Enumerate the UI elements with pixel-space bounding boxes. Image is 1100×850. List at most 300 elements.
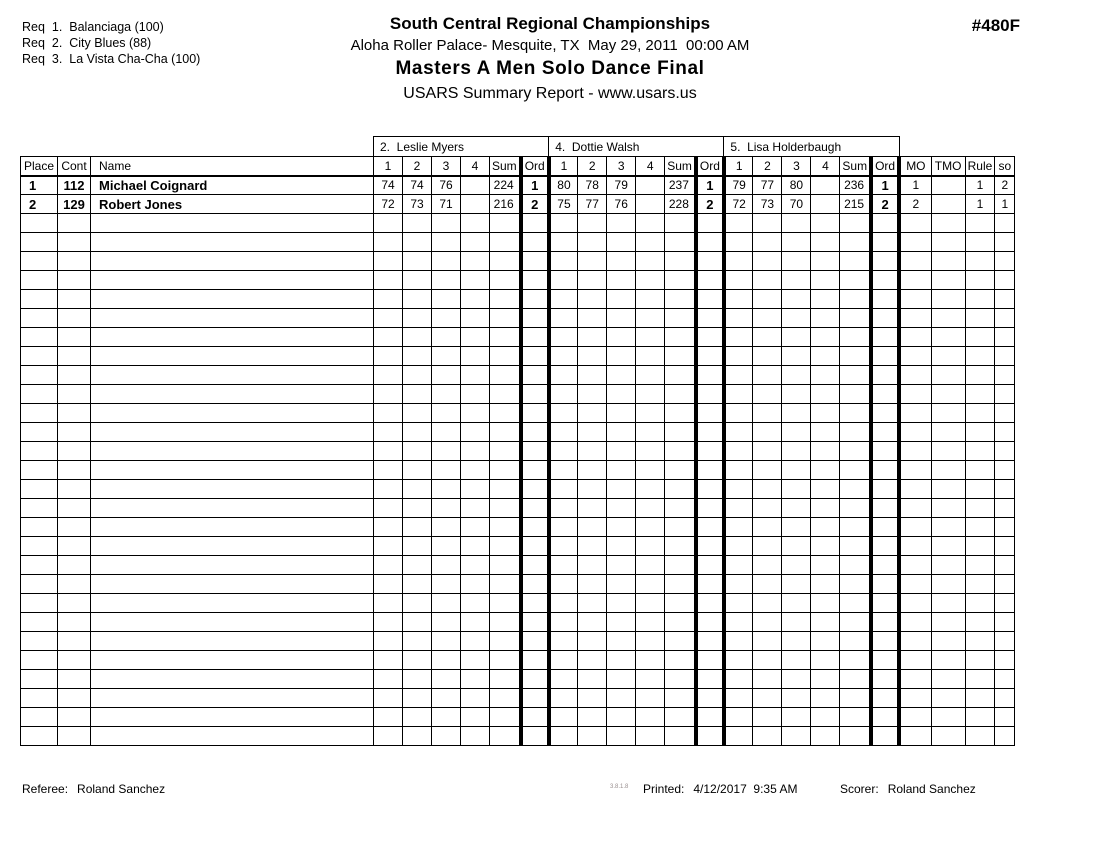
empty-cell [931, 309, 965, 328]
empty-cell [753, 670, 782, 689]
empty-cell [490, 556, 521, 575]
empty-cell [490, 461, 521, 480]
empty-cell [899, 271, 931, 290]
empty-cell [432, 651, 461, 670]
score-cell: 79 [607, 176, 636, 195]
empty-cell [432, 613, 461, 632]
column-header-judge2-4: 4 [636, 157, 665, 176]
empty-cell [521, 252, 549, 271]
empty-cell [461, 613, 490, 632]
empty-cell [521, 594, 549, 613]
empty-cell [578, 290, 607, 309]
empty-cell [549, 233, 578, 252]
empty-cell [782, 423, 811, 442]
empty-cell [995, 442, 1015, 461]
empty-cell [58, 271, 91, 290]
empty-cell [578, 385, 607, 404]
empty-cell [965, 271, 995, 290]
empty-cell [578, 233, 607, 252]
empty-cell [578, 404, 607, 423]
empty-cell [636, 518, 665, 537]
empty-cell [871, 366, 899, 385]
empty-cell [607, 252, 636, 271]
empty-cell [931, 328, 965, 347]
empty-cell [91, 347, 374, 366]
score-cell [811, 195, 840, 214]
empty-cell [403, 328, 432, 347]
empty-cell [899, 233, 931, 252]
empty-table-row [21, 708, 1015, 727]
empty-cell [549, 575, 578, 594]
empty-cell [931, 651, 965, 670]
empty-cell [403, 480, 432, 499]
empty-cell [871, 423, 899, 442]
empty-cell [432, 423, 461, 442]
empty-cell [91, 385, 374, 404]
name-cell: Robert Jones [91, 195, 374, 214]
empty-cell [871, 689, 899, 708]
empty-cell [931, 537, 965, 556]
empty-table-row [21, 632, 1015, 651]
empty-cell [782, 708, 811, 727]
empty-cell [931, 632, 965, 651]
empty-cell [21, 708, 58, 727]
empty-cell [665, 214, 696, 233]
empty-cell [607, 347, 636, 366]
empty-cell [403, 404, 432, 423]
empty-cell [665, 575, 696, 594]
empty-cell [91, 461, 374, 480]
empty-cell [871, 347, 899, 366]
empty-cell [636, 252, 665, 271]
empty-cell [665, 727, 696, 746]
score-cell [461, 195, 490, 214]
sum-cell: 215 [840, 195, 871, 214]
empty-cell [899, 252, 931, 271]
empty-cell [461, 347, 490, 366]
empty-cell [871, 594, 899, 613]
empty-cell [871, 252, 899, 271]
empty-cell [461, 670, 490, 689]
version-number: 3.8.1.8 [610, 784, 629, 790]
empty-cell [58, 537, 91, 556]
empty-cell [21, 670, 58, 689]
empty-cell [840, 556, 871, 575]
empty-cell [871, 309, 899, 328]
empty-cell [782, 233, 811, 252]
empty-cell [782, 290, 811, 309]
empty-cell [578, 632, 607, 651]
empty-cell [665, 594, 696, 613]
so-cell: 1 [995, 195, 1015, 214]
empty-cell [91, 404, 374, 423]
empty-cell [995, 214, 1015, 233]
empty-cell [490, 366, 521, 385]
empty-cell [21, 518, 58, 537]
empty-cell [965, 651, 995, 670]
empty-cell [636, 233, 665, 252]
empty-cell [724, 328, 753, 347]
empty-cell [490, 328, 521, 347]
empty-table-row [21, 404, 1015, 423]
empty-cell [521, 214, 549, 233]
empty-cell [58, 613, 91, 632]
empty-cell [753, 290, 782, 309]
empty-cell [21, 499, 58, 518]
empty-cell [811, 518, 840, 537]
empty-table-row [21, 651, 1015, 670]
empty-cell [490, 651, 521, 670]
mo-cell: 1 [899, 176, 931, 195]
rule-cell: 1 [965, 176, 995, 195]
score-cell [811, 176, 840, 195]
empty-cell [811, 385, 840, 404]
empty-cell [58, 328, 91, 347]
empty-cell [753, 689, 782, 708]
empty-cell [461, 594, 490, 613]
empty-cell [724, 461, 753, 480]
empty-cell [840, 632, 871, 651]
empty-cell [58, 480, 91, 499]
empty-cell [521, 689, 549, 708]
empty-cell [995, 537, 1015, 556]
empty-cell [811, 347, 840, 366]
empty-cell [782, 632, 811, 651]
empty-cell [636, 366, 665, 385]
empty-cell [665, 518, 696, 537]
empty-cell [899, 537, 931, 556]
name-cell: Michael Coignard [91, 176, 374, 195]
empty-cell [811, 708, 840, 727]
empty-cell [782, 271, 811, 290]
empty-cell [696, 214, 724, 233]
score-cell: 80 [782, 176, 811, 195]
empty-cell [403, 499, 432, 518]
empty-cell [871, 632, 899, 651]
empty-cell [753, 556, 782, 575]
sum-cell: 236 [840, 176, 871, 195]
empty-cell [403, 708, 432, 727]
empty-cell [811, 214, 840, 233]
empty-cell [403, 233, 432, 252]
empty-cell [607, 575, 636, 594]
empty-cell [58, 708, 91, 727]
empty-cell [549, 727, 578, 746]
empty-cell [58, 442, 91, 461]
column-header-judge3-2: 2 [753, 157, 782, 176]
scorer-name: Roland Sanchez [887, 782, 976, 796]
score-cell: 74 [374, 176, 403, 195]
empty-cell [403, 594, 432, 613]
empty-cell [403, 461, 432, 480]
cont-cell: 112 [58, 176, 91, 195]
empty-cell [490, 613, 521, 632]
empty-cell [840, 442, 871, 461]
empty-cell [811, 613, 840, 632]
empty-cell [931, 442, 965, 461]
empty-cell [753, 442, 782, 461]
empty-cell [899, 442, 931, 461]
empty-cell [811, 461, 840, 480]
tmo-cell [931, 176, 965, 195]
empty-cell [782, 252, 811, 271]
empty-cell [782, 366, 811, 385]
empty-cell [374, 347, 403, 366]
empty-cell [403, 689, 432, 708]
empty-cell [811, 575, 840, 594]
empty-cell [91, 423, 374, 442]
empty-cell [21, 480, 58, 499]
empty-cell [636, 328, 665, 347]
empty-cell [461, 385, 490, 404]
empty-cell [578, 271, 607, 290]
report-header [0, 14, 1100, 103]
empty-cell [521, 708, 549, 727]
empty-cell [461, 461, 490, 480]
empty-cell [899, 613, 931, 632]
empty-cell [521, 347, 549, 366]
empty-cell [607, 727, 636, 746]
empty-cell [782, 214, 811, 233]
required-dance-3: Req 3. La Vista Cha-Cha (100) [22, 52, 201, 66]
empty-cell [995, 461, 1015, 480]
empty-cell [549, 366, 578, 385]
empty-cell [665, 252, 696, 271]
column-header-tmo: TMO [931, 157, 965, 176]
empty-cell [58, 632, 91, 651]
score-cell: 70 [782, 195, 811, 214]
empty-cell [840, 689, 871, 708]
empty-cell [782, 594, 811, 613]
empty-cell [724, 271, 753, 290]
empty-cell [607, 461, 636, 480]
empty-cell [521, 366, 549, 385]
empty-cell [931, 461, 965, 480]
score-cell: 73 [403, 195, 432, 214]
empty-cell [578, 480, 607, 499]
empty-cell [490, 309, 521, 328]
empty-cell [521, 613, 549, 632]
tmo-cell [931, 195, 965, 214]
empty-cell [490, 632, 521, 651]
empty-cell [724, 727, 753, 746]
empty-cell [549, 537, 578, 556]
empty-cell [374, 556, 403, 575]
empty-cell [753, 252, 782, 271]
empty-table-row [21, 366, 1015, 385]
empty-cell [521, 309, 549, 328]
empty-cell [665, 347, 696, 366]
score-cell: 80 [549, 176, 578, 195]
empty-cell [753, 613, 782, 632]
empty-cell [521, 670, 549, 689]
empty-cell [578, 347, 607, 366]
empty-cell [521, 290, 549, 309]
empty-cell [931, 670, 965, 689]
empty-cell [665, 385, 696, 404]
table-row [21, 176, 1015, 195]
empty-cell [995, 613, 1015, 632]
empty-cell [840, 708, 871, 727]
empty-table-row [21, 670, 1015, 689]
column-header-judge2-2: 2 [578, 157, 607, 176]
empty-cell [782, 727, 811, 746]
empty-cell [374, 233, 403, 252]
empty-cell [782, 670, 811, 689]
empty-cell [753, 594, 782, 613]
empty-cell [931, 233, 965, 252]
empty-cell [636, 727, 665, 746]
empty-cell [58, 461, 91, 480]
empty-cell [931, 271, 965, 290]
column-header-rule: Rule [965, 157, 995, 176]
empty-cell [965, 594, 995, 613]
empty-cell [578, 518, 607, 537]
empty-cell [461, 537, 490, 556]
empty-cell [724, 442, 753, 461]
empty-cell [899, 499, 931, 518]
empty-cell [811, 499, 840, 518]
empty-cell [58, 499, 91, 518]
empty-cell [461, 366, 490, 385]
empty-cell [91, 309, 374, 328]
empty-cell [782, 556, 811, 575]
empty-cell [490, 727, 521, 746]
score-cell [461, 176, 490, 195]
empty-cell [899, 290, 931, 309]
empty-cell [931, 290, 965, 309]
empty-cell [724, 214, 753, 233]
empty-cell [578, 594, 607, 613]
empty-cell [840, 423, 871, 442]
ord-cell: 1 [696, 176, 724, 195]
empty-cell [871, 499, 899, 518]
empty-table-row [21, 442, 1015, 461]
empty-cell [782, 537, 811, 556]
empty-cell [58, 233, 91, 252]
empty-cell [607, 233, 636, 252]
empty-cell [432, 689, 461, 708]
empty-cell [840, 537, 871, 556]
place-cell: 2 [21, 195, 58, 214]
empty-cell [461, 442, 490, 461]
empty-cell [840, 651, 871, 670]
empty-cell [403, 271, 432, 290]
empty-cell [549, 594, 578, 613]
score-cell: 72 [724, 195, 753, 214]
empty-cell [21, 594, 58, 613]
empty-cell [521, 404, 549, 423]
column-header-judge2-1: 1 [549, 157, 578, 176]
empty-cell [91, 233, 374, 252]
empty-cell [521, 442, 549, 461]
empty-cell [607, 309, 636, 328]
column-header-judge3-3: 3 [782, 157, 811, 176]
empty-cell [578, 366, 607, 385]
empty-cell [578, 499, 607, 518]
empty-table-row [21, 537, 1015, 556]
empty-cell [636, 537, 665, 556]
empty-cell [871, 670, 899, 689]
empty-cell [811, 689, 840, 708]
column-header-mo: MO [899, 157, 931, 176]
empty-cell [91, 480, 374, 499]
empty-cell [899, 347, 931, 366]
empty-cell [490, 594, 521, 613]
empty-cell [490, 385, 521, 404]
empty-cell [490, 271, 521, 290]
empty-table-row [21, 613, 1015, 632]
empty-cell [549, 271, 578, 290]
empty-cell [753, 499, 782, 518]
empty-cell [724, 252, 753, 271]
empty-cell [995, 271, 1015, 290]
results-table-wrapper [20, 136, 1015, 746]
empty-cell [811, 651, 840, 670]
empty-table-row [21, 480, 1015, 499]
empty-cell [607, 613, 636, 632]
empty-cell [840, 480, 871, 499]
empty-cell [58, 670, 91, 689]
empty-cell [21, 404, 58, 423]
empty-cell [871, 480, 899, 499]
empty-cell [871, 727, 899, 746]
empty-table-row [21, 290, 1015, 309]
empty-cell [665, 556, 696, 575]
empty-cell [782, 518, 811, 537]
empty-cell [403, 575, 432, 594]
empty-cell [995, 499, 1015, 518]
empty-cell [995, 385, 1015, 404]
empty-table-row [21, 347, 1015, 366]
empty-cell [432, 404, 461, 423]
empty-cell [91, 632, 374, 651]
empty-cell [58, 518, 91, 537]
empty-cell [696, 271, 724, 290]
empty-cell [403, 613, 432, 632]
empty-cell [490, 575, 521, 594]
empty-cell [521, 651, 549, 670]
empty-cell [724, 499, 753, 518]
empty-cell [995, 290, 1015, 309]
empty-cell [696, 309, 724, 328]
empty-cell [490, 404, 521, 423]
so-cell: 2 [995, 176, 1015, 195]
empty-cell [931, 385, 965, 404]
empty-cell [21, 727, 58, 746]
empty-cell [696, 518, 724, 537]
empty-cell [91, 708, 374, 727]
judge-band-gap-right [899, 137, 1015, 157]
empty-cell [403, 442, 432, 461]
empty-cell [374, 499, 403, 518]
empty-cell [21, 328, 58, 347]
empty-cell [578, 708, 607, 727]
empty-cell [724, 575, 753, 594]
empty-cell [965, 632, 995, 651]
empty-cell [840, 252, 871, 271]
empty-cell [521, 518, 549, 537]
empty-cell [871, 328, 899, 347]
score-cell [636, 176, 665, 195]
column-header-judge2-ord: Ord [696, 157, 724, 176]
empty-cell [811, 309, 840, 328]
empty-cell [636, 423, 665, 442]
empty-cell [753, 632, 782, 651]
report-type-line: USARS Summary Report - www.usars.us [403, 85, 697, 102]
empty-table-row [21, 328, 1015, 347]
empty-cell [696, 689, 724, 708]
